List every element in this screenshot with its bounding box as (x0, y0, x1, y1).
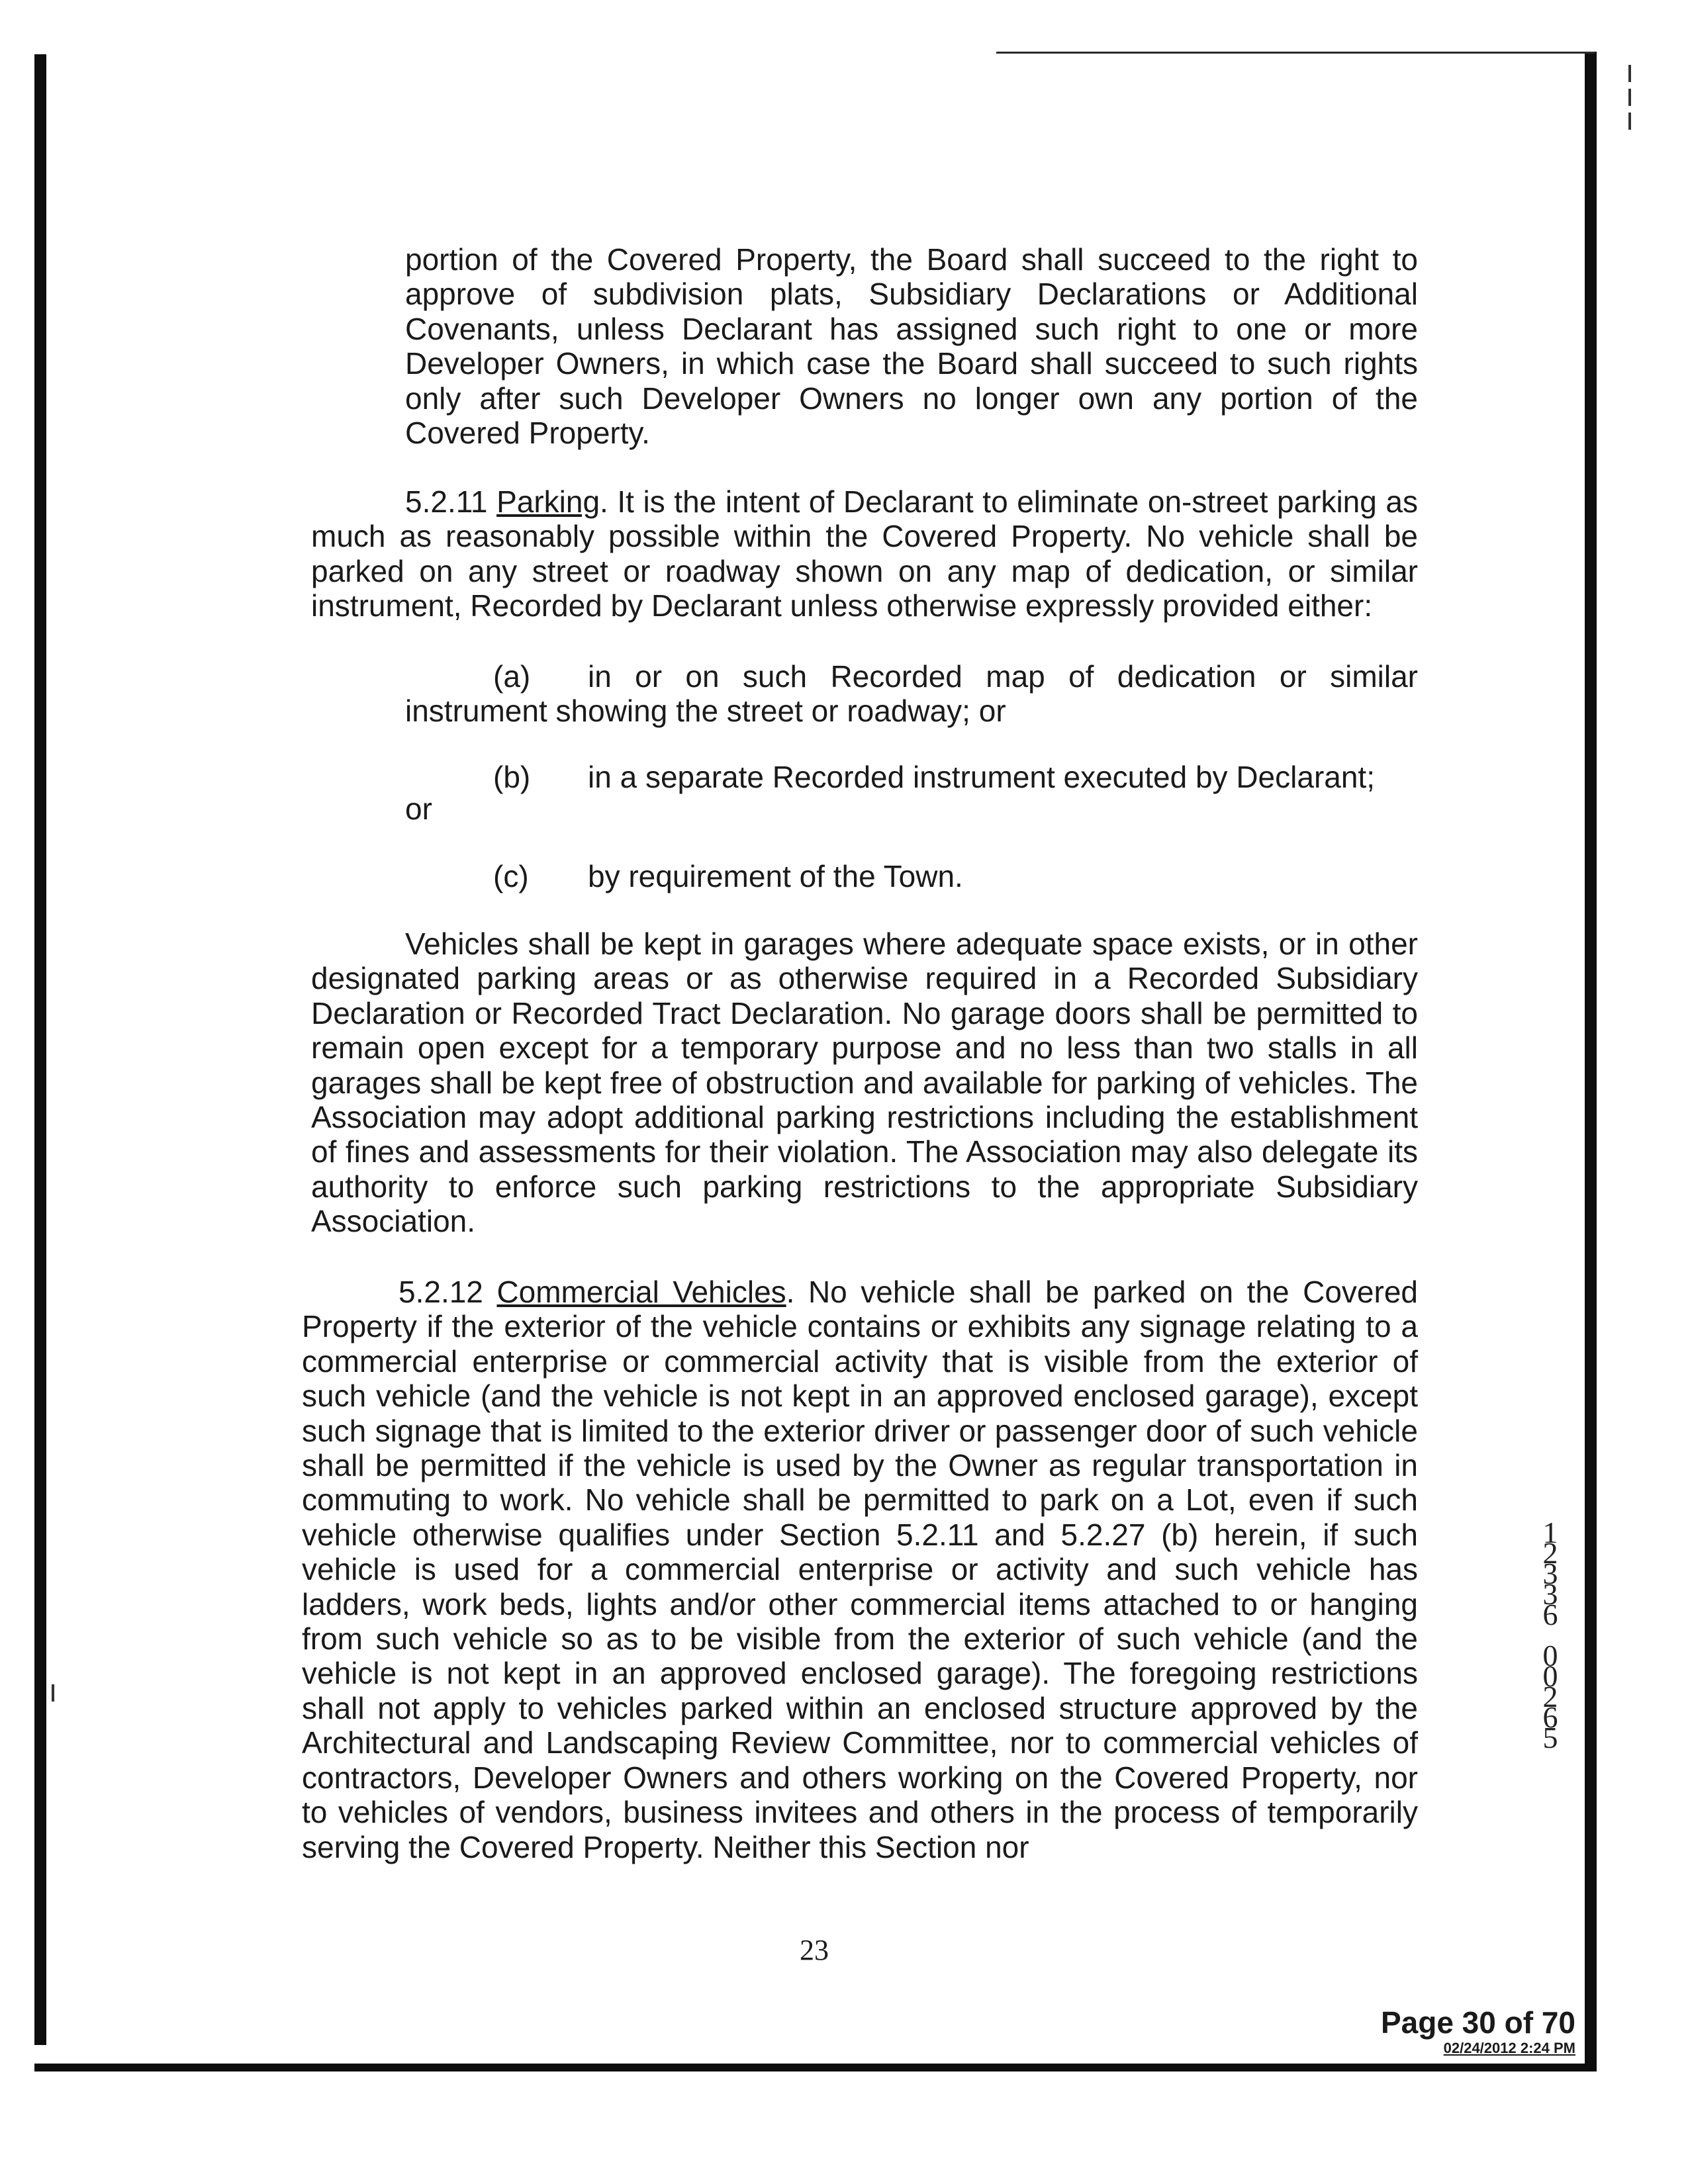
page-number: 23 (800, 1934, 829, 1966)
paragraph-text: portion of the Covered Property, the Board shall succeed to the right to approve of subdivision plats, Subsidiary Declarations or Additional Covenants, unless Declarant has assigned such right to one or more Developer Owners, in which case the Board shall succeed to such rights only after such Developer Owners no longer own any portion of the Covered Property. (405, 242, 1418, 451)
section-heading: Commercial Vehicles (496, 1275, 786, 1309)
section-text: . It is the intent of Declarant to eliminate on-street parking as much as reasonably possible within the Covered Property. No vehicle shall be parked on any street or roadway shown on any map of dedication, or similar instrument, Recorded by Declarant unless otherwise expressly provided either: (311, 484, 1418, 623)
section-number: 5.2.11 (405, 484, 488, 519)
edge-tick (1628, 113, 1631, 130)
item-c-label: (c) (493, 859, 529, 893)
scan-edge-right (1585, 52, 1597, 2071)
item-a-text: in or on such Recorded map of dedication or similar instrument showing the street or roadway; or (405, 659, 1418, 728)
item-b-or: or (405, 792, 432, 826)
item-c-text: by requirement of the Town. (588, 859, 963, 893)
section-number: 5.2.12 (399, 1275, 483, 1309)
item-b-text: in a separate Recorded instrument executed by Declarant; (588, 760, 1375, 794)
item-b-label: (b) (493, 760, 531, 794)
paragraph-text: Vehicles shall be kept in garages where adequate space exists, or in other designated parking areas or as otherwise required in a Recorded Subsidiary Declaration or Recorded Tract Declaration. No garage doors shall be permitted to remain open except for a temporary purpose and no less than two stalls in all garages shall be kept free of obstruction and available for parking of vehicles. The Association may adopt additional parking restrictions including the establishment of fines and assessments for their violation. The Association may also delegate its authority to enforce such parking restrictions to the appropriate Subsidiary Association. (311, 927, 1418, 1239)
scan-edge-left (34, 54, 46, 2045)
item-a (405, 659, 1418, 728)
edge-tick (1628, 89, 1631, 106)
section-text: . No vehicle shall be parked on the Covered Property if the exterior of the vehicle contains or exhibits any signage relating to a commercial enterprise or commercial activity that is visible from the exterior of such vehicle (and the vehicle is not kept in an approved enclosed garage), except such signage that is limited to the exterior driver or passenger door of such vehicle shall be permitted if the vehicle is used by the Owner as regular transportation in commuting to work. No vehicle shall be permitted to park on a Lot, even if such vehicle otherwise qualifies under Section 5.2.11 and 5.2.27 (b) herein, if such vehicle is used for a commercial enterprise or activity and such vehicle has ladders, work beds, lights and/or other commercial items attached to or hanging from such vehicle so as to be visible from the exterior of such vehicle (and the vehicle is not kept in an approved enclosed garage). The foregoing restrictions shall not apply to vehicles parked within an enclosed structure approved by the Architectural and Landscaping Review Committee, nor to commercial vehicles of contractors, Developer Owners and others working on the Covered Property, nor to vehicles of vendors, business invitees and others in the process of temporarily serving the Covered Property. Neither this Section nor (302, 1275, 1418, 1864)
stamp-date: 02/24/2012 2:24 PM (1443, 2040, 1575, 2056)
section-5-2-12 (302, 1275, 1418, 1864)
page-stamp: Page 30 of 70 (1380, 2005, 1575, 2040)
scan-top-rule (996, 52, 1595, 54)
section-heading: Parking (496, 484, 600, 519)
scan-bottom-rule (34, 2064, 1597, 2071)
edge-tick (1628, 65, 1631, 82)
section-5-2-11 (311, 484, 1418, 623)
paragraph-vehicles (311, 927, 1418, 1239)
edge-tick (52, 1684, 54, 1702)
margin-recording-number: 1 2 3 3 6 0 0 2 6 5 (1542, 1516, 1558, 1754)
item-a-label: (a) (493, 659, 531, 694)
paragraph-covered-property (405, 242, 1418, 450)
